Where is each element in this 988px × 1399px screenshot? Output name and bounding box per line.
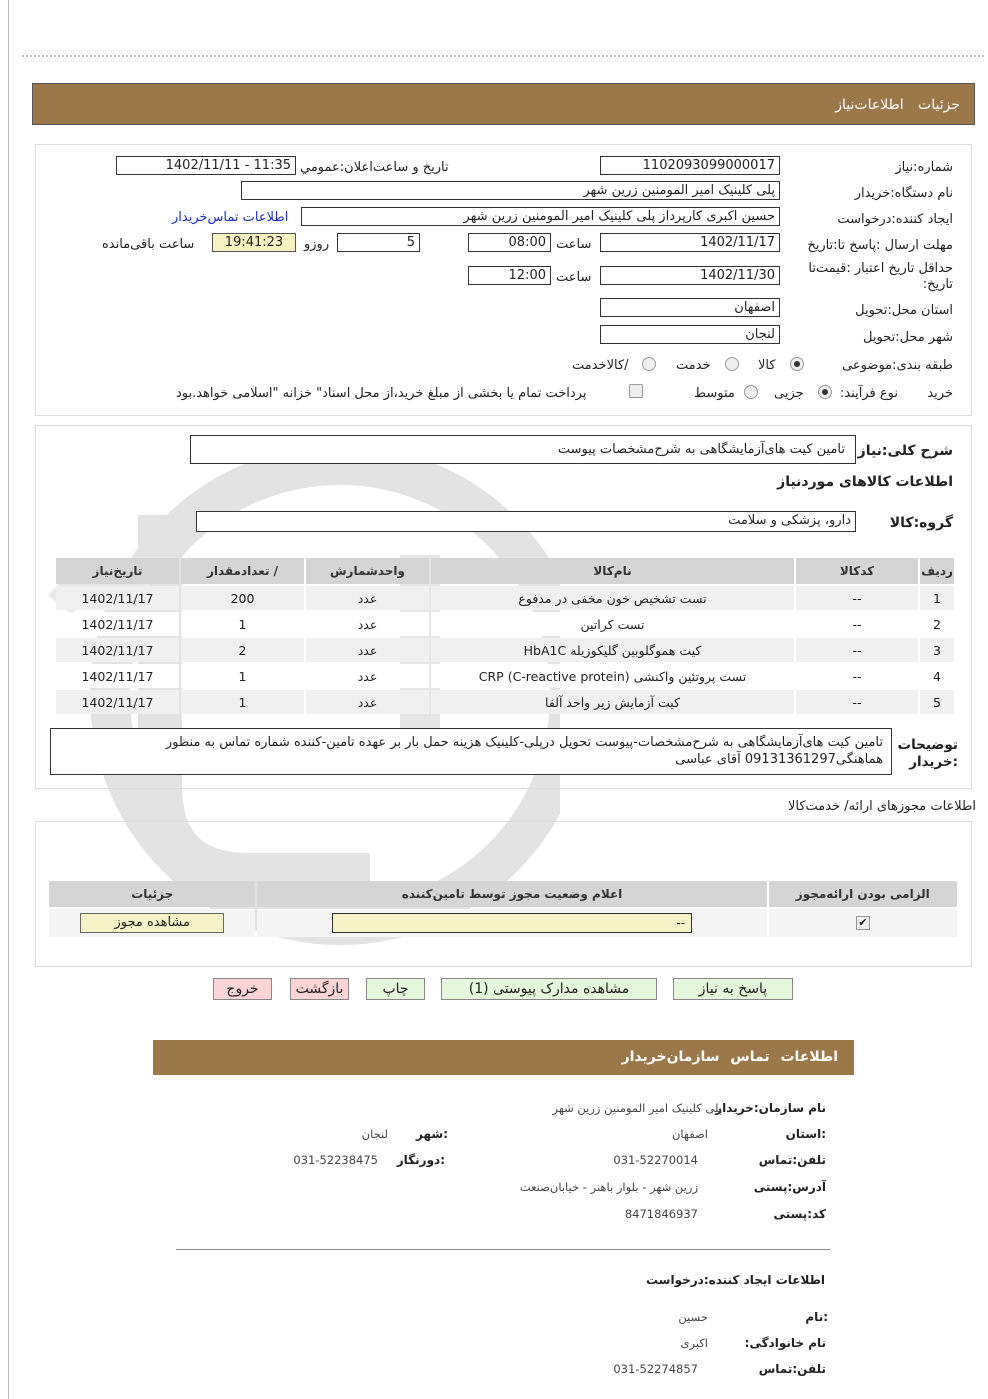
process-option-medium: متوسط xyxy=(694,386,735,401)
category-radio-goods[interactable] xyxy=(790,357,804,371)
phone-label: تلفن:تماس xyxy=(758,1153,826,1167)
process-radio-minor[interactable] xyxy=(818,385,832,399)
col-unit-header: واحدشمارش xyxy=(306,558,429,584)
left-border-line xyxy=(8,0,9,1399)
category-option-both: /کالاخدمت xyxy=(572,358,629,373)
deadline-date-field: 1402/11/17 xyxy=(600,233,780,252)
group-field: دارو، پزشکی و سلامت xyxy=(196,511,856,532)
days-field: 5 xyxy=(337,233,420,252)
permit-status-field[interactable]: -- xyxy=(332,913,692,933)
treasury-payment-checkbox[interactable] xyxy=(629,384,643,398)
process-option-minor: جزیی xyxy=(774,386,804,401)
attachments-button[interactable]: مشاهده مدارک پیوستی (1) xyxy=(441,978,657,1000)
goods-info-title: اطلاعات کالاهای موردنیاز xyxy=(777,474,953,490)
contact-section-title: اطلاعات تماس سازمان‌خریدار xyxy=(621,1049,838,1065)
col-name-header: نام‌کالا xyxy=(431,558,794,584)
summary-label: شرح کلی:نیاز xyxy=(857,443,953,459)
view-permit-button[interactable]: مشاهده مجوز xyxy=(80,913,224,933)
remaining-time-field: 19:41:23 xyxy=(212,233,296,252)
phone-value: 031-52270014 xyxy=(613,1153,698,1167)
permits-title: اطلاعات مجوزهای ارائه/ خدمت‌کالا xyxy=(787,799,976,814)
need-number-label: شماره:نیاز xyxy=(895,160,953,175)
fax-label: :دورنگار xyxy=(396,1153,445,1167)
validity-time-label: ساعت xyxy=(556,270,592,285)
fax-value: 031-52238475 xyxy=(293,1153,378,1167)
group-label: گروه:کالا xyxy=(889,515,953,531)
org-value: پلی کلینیک امیر المومنین زرین شهر xyxy=(552,1101,722,1115)
province-label: استان محل:تحویل xyxy=(855,303,953,318)
buyer-label: نام دستگاه:خریدار xyxy=(854,186,953,201)
permit-details-header: جزئیات xyxy=(49,881,255,907)
creator-name-label: :نام xyxy=(805,1310,828,1324)
buyer-notes-label: توضیحات :خریدار xyxy=(897,737,958,770)
deadline-label: مهلت ارسال :پاسخ تا:تاریخ xyxy=(807,238,953,253)
category-radio-both[interactable] xyxy=(642,357,656,371)
table-row: 5 -- کیت آزمایش زیر واحد آلفا عدد 1 1402/11/17 xyxy=(56,690,954,714)
category-radio-service[interactable] xyxy=(725,357,739,371)
announce-field: 1402/11/11 - 11:35 xyxy=(116,156,296,175)
validity-time-field: 12:00 xyxy=(468,266,551,285)
days-label: روزو xyxy=(304,237,330,252)
city-label: شهر محل:تحویل xyxy=(863,330,953,345)
process-label: نوع فرآیند: xyxy=(840,386,898,401)
page-title-bar xyxy=(32,83,975,125)
buyer-contact-link[interactable]: اطلاعات تماس‌خریدار xyxy=(172,210,289,225)
creator-name-value: حسین xyxy=(678,1310,708,1324)
deadline-time-label: ساعت xyxy=(556,237,592,252)
creator-phone-label: تلفن:تماس xyxy=(758,1362,826,1376)
creator-field: حسین اکبری کارپرداز پلی کلینیک امیر المومنین زرین شهر xyxy=(301,207,780,226)
table-row: 2 -- تست کراتین عدد 1 1402/11/17 xyxy=(56,612,954,636)
category-label: طبقه بندی:موضوعی xyxy=(842,358,953,373)
province-contact-label: :استان xyxy=(785,1127,826,1141)
contact-section-header xyxy=(153,1040,854,1075)
table-row: 3 -- کیت هموگلوبین گلیکوزیله HbA1C عدد 2 1402/11/17 xyxy=(56,638,954,662)
category-option-service: خدمت xyxy=(676,358,711,373)
process-buy-label: خرید xyxy=(927,386,953,401)
permit-status-header: اعلام وضعیت مجوز توسط تامین‌کننده xyxy=(257,881,766,907)
creator-family-label: نام خانوادگی: xyxy=(744,1336,826,1350)
org-label: نام سازمان:خریدار xyxy=(715,1101,826,1115)
city-contact-label: :شهر xyxy=(416,1127,448,1141)
buyer-notes-field: تامین کیت های‌آزمایشگاهی به شرح‌مشخصات-پیوست تحویل درپلی-کلینیک هزینه حمل بار بر عهده تامین-کننده شماره تماس به منظور هماهنگی09131361297 آقای عباسی xyxy=(50,728,892,775)
creator-info-title: اطلاعات ایجاد کننده:درخواست xyxy=(645,1273,825,1287)
goods-table xyxy=(54,556,956,716)
table-row: 4 -- تست پروتئین واکنشی (CRP (C-reactive protein عدد 1 1402/11/17 xyxy=(56,664,954,688)
deadline-time-field: 08:00 xyxy=(468,233,551,252)
province-field: اصفهان xyxy=(600,298,780,317)
announce-label: تاریخ و ساعت‌اعلان:عمومي xyxy=(300,160,449,175)
page-title: جزئیات اطلاعات‌نیاز xyxy=(835,97,960,113)
validity-date-field: 1402/11/30 xyxy=(600,266,780,285)
city-contact-value: لنجان xyxy=(361,1127,388,1141)
creator-label: ایجاد کننده:درخواست xyxy=(837,212,953,227)
postal-value: 8471846937 xyxy=(624,1207,698,1221)
contact-divider xyxy=(176,1249,830,1250)
city-field: لنجان xyxy=(600,325,780,344)
remaining-time-label: ساعت باقی‌مانده xyxy=(102,237,195,252)
address-value: زرین شهر - بلوار باهنر - خیابان‌صنعت xyxy=(519,1180,698,1194)
top-dotted-divider xyxy=(22,55,984,57)
creator-phone-value: 031-52274857 xyxy=(613,1362,698,1376)
col-code-header: کدکالا xyxy=(796,558,918,584)
exit-button[interactable]: خروج xyxy=(213,978,272,1000)
table-row xyxy=(49,909,957,937)
process-radio-medium[interactable] xyxy=(744,385,758,399)
province-contact-value: اصفهان xyxy=(671,1127,708,1141)
table-row: 1 -- تست تشخیص خون مخفی در مدفوع عدد 200 1402/11/17 xyxy=(56,586,954,610)
category-option-goods: کالا xyxy=(758,358,776,373)
postal-label: کد:پستی xyxy=(773,1207,826,1221)
buyer-field: پلی کلینیک امیر المومنین زرین شهر xyxy=(241,181,780,200)
address-label: آدرس:پستی xyxy=(753,1180,826,1194)
validity-label: حداقل تاریخ اعتبار :قیمت‌تا تاریخ: xyxy=(808,261,953,292)
permit-required-header: الزامی بودن ارائه‌مجوز xyxy=(769,881,957,907)
creator-family-value: اکبری xyxy=(680,1336,708,1350)
need-number-field: 1102093099000017 xyxy=(600,156,780,175)
col-qty-header: / تعدادمقدار xyxy=(181,558,304,584)
print-button[interactable]: چاپ xyxy=(366,978,425,1000)
col-row-header: ردیف xyxy=(920,558,954,584)
reply-button[interactable]: پاسخ به نیاز xyxy=(673,978,793,1000)
permit-required-checkbox[interactable]: ✔ xyxy=(856,916,870,930)
col-date-header: تاریخ‌نیاز xyxy=(56,558,179,584)
treasury-payment-note: پرداخت تمام یا بخشی از مبلغ خرید،از محل اسناد" خزانه "اسلامی خواهد.بود xyxy=(176,386,587,401)
back-button[interactable]: بازگشت xyxy=(290,978,349,1000)
summary-field: تامین کیت های‌آزمایشگاهی به شرح‌مشخصات پیوست xyxy=(190,435,856,464)
permits-table xyxy=(47,879,959,939)
